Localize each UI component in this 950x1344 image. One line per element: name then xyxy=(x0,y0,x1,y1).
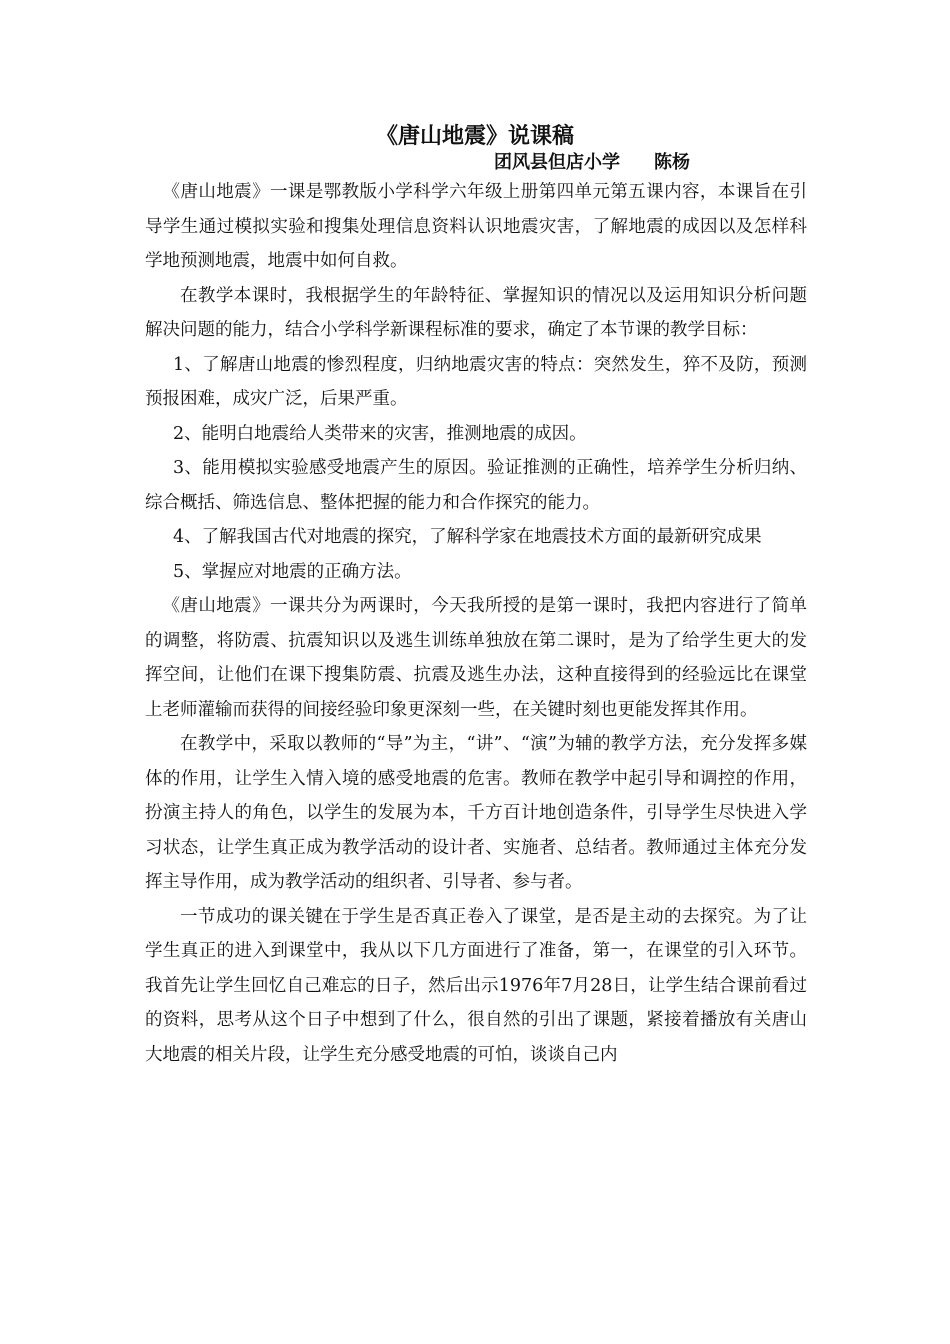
paragraph-lesson-preparation: 一节成功的课关键在于学生是否真正卷入了课堂，是否是主动的去探究。为了让学生真正的进入到课堂中，我从以下几方面进行了准备，第一，在课堂的引入环节。我首先让学生回忆自己难忘的日子，然后出示1976年7月28日，让学生结合课前看过的资料，思考从这个日子中想到了什么，很自然的引出了课题，紧接着播放有关唐山大地震的相关片段，让学生充分感受地震的可怕，谈谈自己内 xyxy=(145,906,807,1065)
objective-item-5: 5、掌握应对地震的正确方法。 xyxy=(173,561,412,582)
objective-item-4: 4、了解我国古代对地震的探究，了解科学家在地震技术方面的最新研究成果 xyxy=(173,527,762,547)
document-title: 《唐山地震》说课稿 xyxy=(375,123,574,149)
paragraph-lesson-arrangement: 《唐山地震》一课共分为两课时，今天我所授的是第一课时，我把内容进行了简单的调整，将防震、抗震知识以及逃生训练单独放在第二课时，是为了给学生更大的发挥空间，让他们在课下搜集防震、抗震及逃生办法，这种直接得到的经验远比在课堂上老师灌输而获得的间接经验印象更深刻一些，在关键时刻也更能发挥其作用。 xyxy=(145,596,807,720)
document-body xyxy=(145,175,807,1072)
author-name: 陈杨 xyxy=(654,152,690,173)
paragraph-teaching-method: 在教学中，采取以教师的“导”为主，“讲”、“演”为辅的教学方法，充分发挥多媒体的作用，让学生入情入境的感受地震的危害。教师在教学中起引导和调控的作用，扮演主持人的角色，以学生的发展为本，千方百计地创造条件，引导学生尽快进入学习状态，让学生真正成为教学活动的设计者、实施者、总结者。教师通过主体充分发挥主导作用，成为教学活动的组织者、引导者、参与者。 xyxy=(145,734,807,892)
paragraph-objectives-intro: 在教学本课时，我根据学生的年龄特征、掌握知识的情况以及运用知识分析问题解决问题的能力，结合小学科学新课程标准的要求，确定了本节课的教学目标： xyxy=(145,285,807,340)
objective-item-3: 3、能用模拟实验感受地震产生的原因。验证推测的正确性，培养学生分析归纳、综合概括、筛选信息、整体把握的能力和合作探究的能力。 xyxy=(145,458,807,513)
objective-item-2: 2、能明白地震给人类带来的灾害，推测地震的成因。 xyxy=(173,423,587,444)
paragraph-intro: 《唐山地震》一课是鄂教版小学科学六年级上册第四单元第五课内容，本课旨在引导学生通过模拟实验和搜集处理信息资料认识地震灾害，了解地震的成因以及怎样科学地预测地震，地震中如何自救。 xyxy=(145,182,807,271)
objective-item-1: 1、了解唐山地震的惨烈程度，归纳地震灾害的特点：突然发生，猝不及防，预测预报困难，成灾广泛，后果严重。 xyxy=(145,354,807,409)
byline xyxy=(494,150,690,176)
school-name: 团风县但店小学 xyxy=(494,152,620,173)
